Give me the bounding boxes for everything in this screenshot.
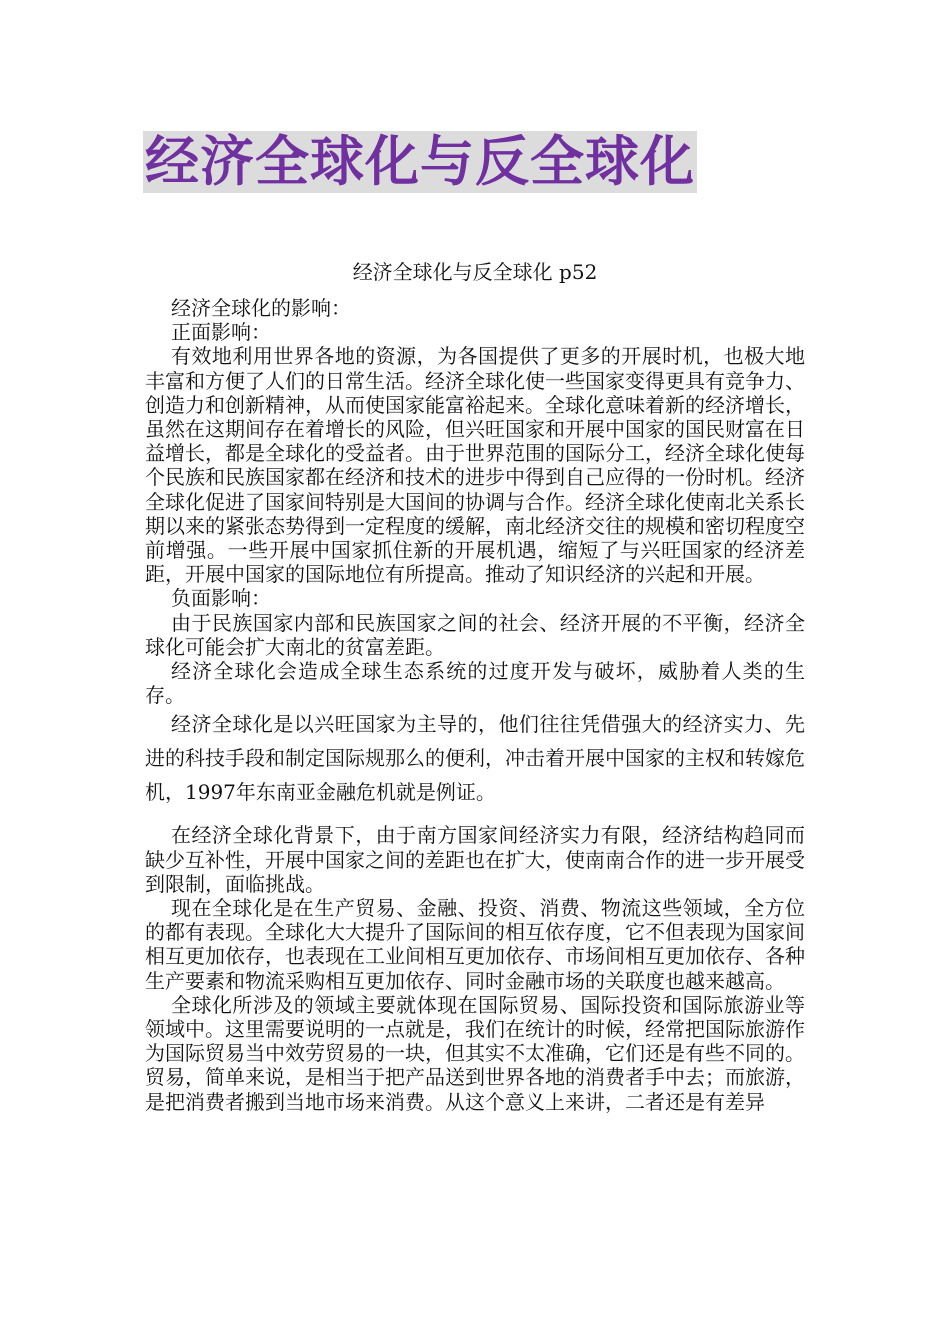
paragraph: 经济全球化会造成全球生态系统的过度开发与破坏，威胁着人类的生存。: [145, 659, 805, 708]
document-subtitle: 经济全球化与反全球化 p52: [352, 260, 598, 284]
paragraph: 负面影响：: [171, 586, 271, 611]
paragraph: 现在全球化是在生产贸易、金融、投资、消费、物流这些领域，全方位的都有表现。全球化大大提升了国际间的相互依存度，它不但表现为国家间相互更加依存，也表现在工业间相互更加依存、市场间相互更加依存、各种生产要素和物流采购相互更加依存、同时金融市场的关联度也越来越高。: [145, 896, 805, 993]
document-body: [145, 296, 805, 1114]
paragraph: 经济全球化是以兴旺国家为主导的，他们往往凭借强大的经济实力、先进的科技手段和制定国际规那么的便利，冲击着开展中国家的主权和转嫁危机，1997年东南亚金融危机就是例证。: [145, 712, 805, 805]
paragraph: 由于民族国家内部和民族国家之间的社会、经济开展的不平衡，经济全球化可能会扩大南北的贫富差距。: [145, 610, 805, 659]
paragraph: 有效地利用世界各地的资源，为各国提供了更多的开展时机，也极大地丰富和方便了人们的日常生活。经济全球化使一些国家变得更具有竞争力、创造力和创新精神，从而使国家能富裕起来。全球化意味着新的经济增长，虽然在这期间存在着增长的风险，但兴旺国家和开展中国家的国民财富在日益增长，都是全球化的受益者。由于世界范围的国际分工，经济全球化使每个民族和民族国家都在经济和技术的进步中得到自己应得的一份时机。经济全球化促进了国家间特别是大国间的协调与合作。经济全球化使南北关系长期以来的紧张态势得到一定程度的缓解，南北经济交往的规模和密切程度空前增强。一些开展中国家抓住新的开展机遇，缩短了与兴旺国家的经济差距，开展中国家的国际地位有所提高。推动了知识经济的兴起和开展。: [145, 344, 805, 587]
paragraph: 全球化所涉及的领域主要就体现在国际贸易、国际投资和国际旅游业等领域中。这里需要说明的一点就是，我们在统计的时候，经常把国际旅游作为国际贸易当中效劳贸易的一块，但其实不太准确，它们还是有些不同的。贸易，简单来说，是相当于把产品送到世界各地的消费者手中去；而旅游，是把消费者搬到当地市场来消费。从这个意义上来讲，二者还是有差异: [145, 992, 805, 1114]
document-title: 经济全球化与反全球化: [145, 130, 695, 193]
paragraph: 在经济全球化背景下，由于南方国家间经济实力有限，经济结构趋同而缺少互补性，开展中国家之间的差距也在扩大，使南南合作的进一步开展受到限制，面临挑战。: [145, 823, 805, 896]
paragraph: 正面影响：: [171, 320, 271, 345]
paragraph: 经济全球化的影响：: [171, 296, 351, 320]
